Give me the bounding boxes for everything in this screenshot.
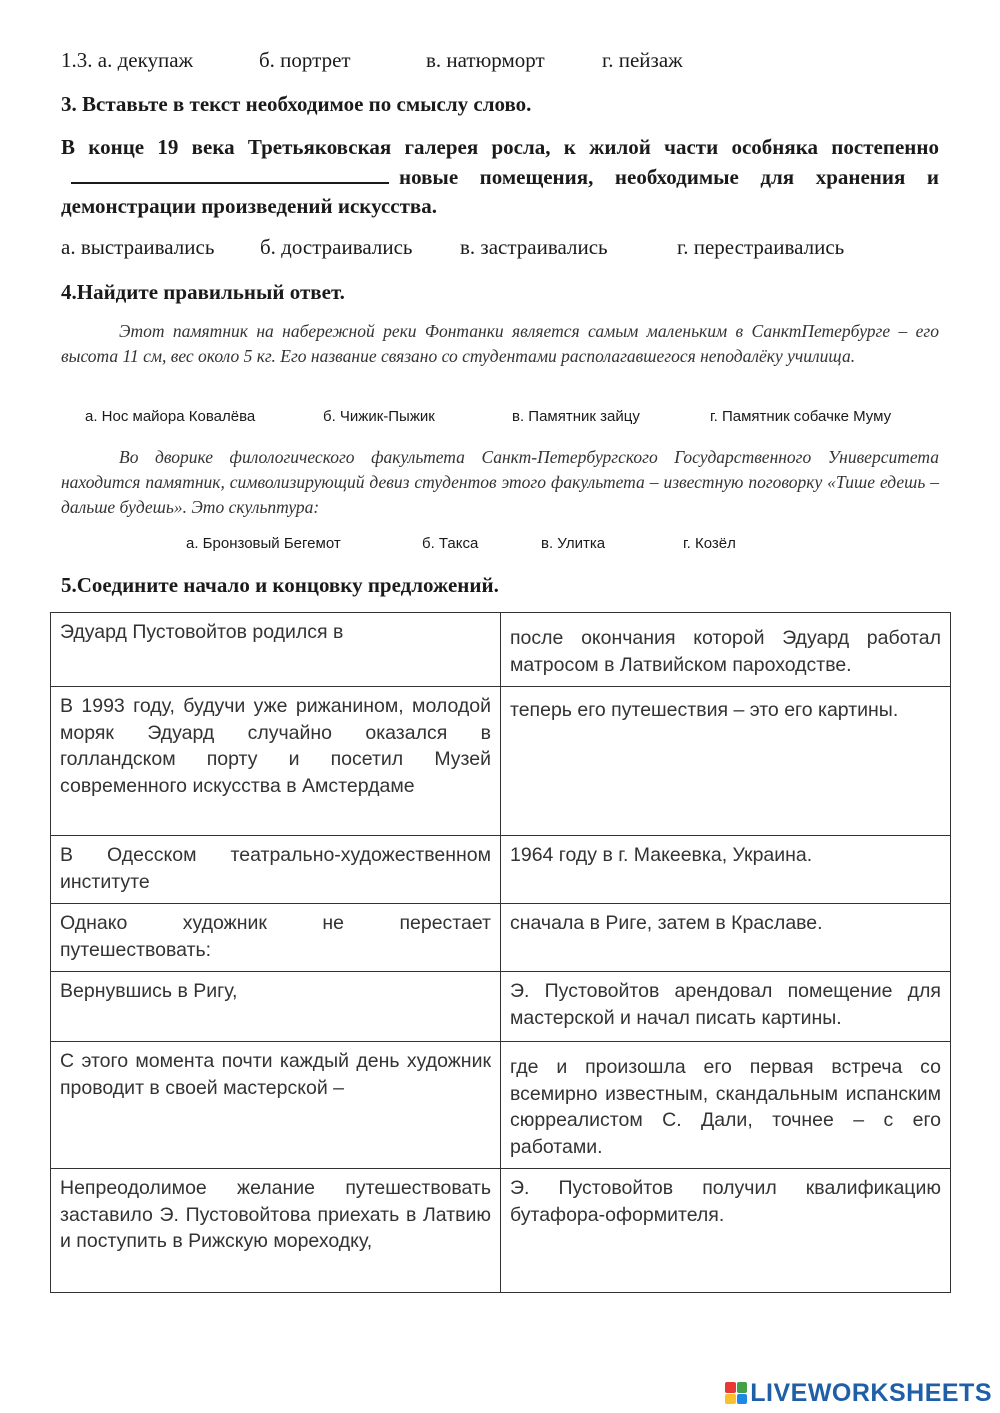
sentence-start[interactable]: В 1993 году, будучи уже рижанином, молодой моряк Эдуард случайно оказался в голландском порту и посетил Музей современного искусства в Амстердаме [51, 687, 501, 836]
q4-1-option-c: в. Памятник зайцу [512, 408, 640, 425]
table-row [51, 836, 951, 904]
matching-table [50, 612, 951, 1293]
sentence-end[interactable]: Э. Пустовойтов арендовал помещение для мастерской и начал писать картины. [501, 972, 951, 1042]
question-5-heading: 5.Соедините начало и концовку предложений. [61, 573, 499, 597]
q13-b: б. портрет [259, 48, 351, 72]
q3-option-b: б. достраивались [260, 235, 413, 259]
sentence-start[interactable]: В Одесском театрально-художественном институте [51, 836, 501, 904]
q4-1-option-a: а. Нос майора Ковалёва [85, 408, 256, 425]
table-row [51, 613, 951, 687]
q3-text-after: новые помещения, необходимые для хранения и демонстрации произведений искусства. [61, 164, 939, 218]
q4-2-option-b: б. Такса [422, 535, 479, 552]
q4-1-option-b: б. Чижик-Пыжик [323, 408, 435, 425]
sentence-end[interactable]: сначала в Риге, затем в Краславе. [501, 904, 951, 972]
q4-2-option-c: в. Улитка [541, 535, 606, 552]
q3-option-a: а. выстраивались [61, 235, 215, 259]
question-4-heading: 4.Найдите правильный ответ. [61, 280, 345, 304]
sentence-end[interactable]: 1964 году в г. Макеевка, Украина. [501, 836, 951, 904]
sentence-start[interactable]: Однако художник не перестает путешествовать: [51, 904, 501, 972]
q3-text-before: В конце 19 века Третьяковская галерея росла, к жилой части особняка постепенно [61, 135, 939, 159]
question-3-heading: 3. Вставьте в текст необходимое по смыслу слово. [61, 92, 532, 116]
sentence-start[interactable]: С этого момента почти каждый день художник проводит в своей мастерской – [51, 1042, 501, 1169]
table-row [51, 972, 951, 1042]
question-4-text-1: Этот памятник на набережной реки Фонтанки является самым маленьким в СанктПетербурге – его высота 11 см, вес около 5 кг. Его название связано со студентами располагавшегося неподалёку училища. [61, 321, 939, 366]
sentence-end[interactable]: теперь его путешествия – это его картины. [501, 687, 951, 836]
sentence-end[interactable]: Э. Пустовойтов получил квалификацию бутафора-оформителя. [501, 1169, 951, 1293]
logo-text: LIVEWORKSHEETS [750, 1378, 992, 1407]
sentence-start[interactable]: Вернувшись в Ригу, [51, 972, 501, 1042]
sentence-start[interactable]: Непреодолимое желание путешествовать заставило Э. Пустовойтова приехать в Латвию и поступить в Рижскую мореходку, [51, 1169, 501, 1293]
question-4-text-2: Во дворике филологического факультета Санкт-Петербургского Государственного Университета находится памятник, символизирующий девиз студентов этого факультета – известную поговорку «Тише едешь – дальше будешь». Это скульптура: [61, 447, 939, 517]
table-row [51, 1042, 951, 1169]
q13-a: 1.3. а. декупаж [61, 48, 194, 72]
logo-squares-icon [725, 1382, 747, 1404]
q4-2-option-a: а. Бронзовый Бегемот [186, 535, 341, 552]
q13-c: в. натюрморт [426, 48, 545, 72]
q4-2-option-d: г. Козёл [683, 535, 736, 552]
question-3-text [61, 133, 939, 222]
q4-1-option-d: г. Памятник собачке Муму [710, 408, 892, 425]
sentence-end[interactable]: после окончания которой Эдуард работал матросом в Латвийском пароходстве. [501, 613, 951, 687]
q3-option-d: г. перестраивались [677, 235, 845, 259]
table-row [51, 1169, 951, 1293]
table-row [51, 687, 951, 836]
answer-blank[interactable] [71, 164, 389, 184]
liveworksheets-logo [725, 1380, 992, 1406]
q3-option-c: в. застраивались [460, 235, 608, 259]
table-row [51, 904, 951, 972]
sentence-start[interactable]: Эдуард Пустовойтов родился в [51, 613, 501, 687]
q13-d: г. пейзаж [602, 48, 683, 72]
sentence-end[interactable]: где и произошла его первая встреча со всемирно известным, скандальным испанским сюрреалистом С. Дали, точнее – с его работами. [501, 1042, 951, 1169]
